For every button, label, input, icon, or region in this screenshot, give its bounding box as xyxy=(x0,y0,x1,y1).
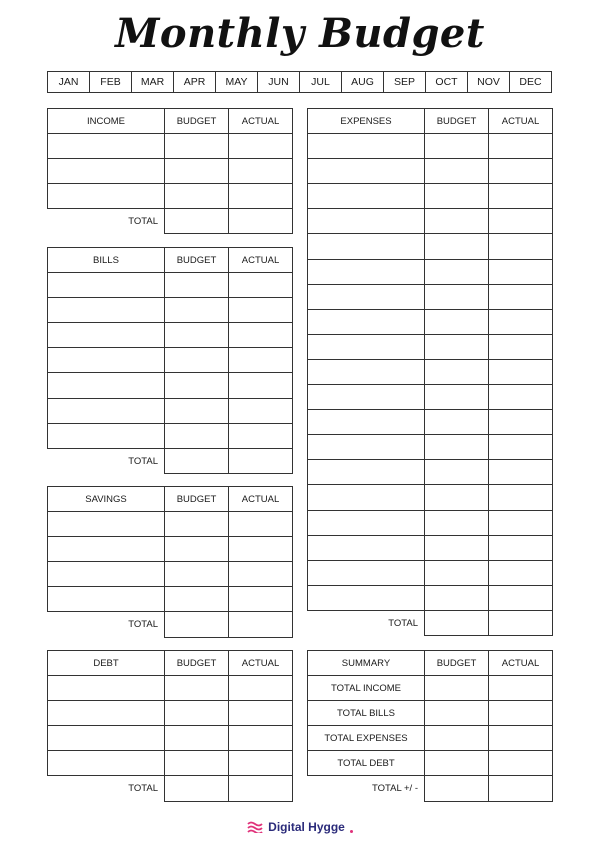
income-total-actual-cell[interactable] xyxy=(229,209,293,234)
expenses-item-cell[interactable] xyxy=(308,359,425,384)
debt-actual-header: ACTUAL xyxy=(229,651,293,676)
income-row xyxy=(48,159,293,184)
expenses-row xyxy=(308,435,553,460)
expenses-budget-cell[interactable] xyxy=(425,535,489,560)
bills-budget-cell[interactable] xyxy=(165,298,229,323)
bills-total-actual-cell[interactable] xyxy=(229,448,293,473)
debt-row xyxy=(48,726,293,751)
expenses-actual-cell[interactable] xyxy=(489,359,553,384)
brand-waves-icon xyxy=(247,821,263,833)
expenses-item-cell[interactable] xyxy=(308,585,425,610)
expenses-item-cell[interactable] xyxy=(308,159,425,184)
debt-header: DEBT xyxy=(48,651,165,676)
expenses-row xyxy=(308,209,553,234)
bills-row xyxy=(48,273,293,298)
income-table xyxy=(47,108,293,234)
debt-budget-cell[interactable] xyxy=(165,751,229,776)
expenses-actual-cell[interactable] xyxy=(489,460,553,485)
expenses-row xyxy=(308,385,553,410)
bills-budget-cell[interactable] xyxy=(165,398,229,423)
savings-budget-cell[interactable] xyxy=(165,587,229,612)
summary-row xyxy=(308,676,553,701)
debt-item-cell[interactable] xyxy=(48,676,165,701)
bills-actual-cell[interactable] xyxy=(229,348,293,373)
savings-actual-cell[interactable] xyxy=(229,562,293,587)
month-jan[interactable]: JAN xyxy=(58,76,79,88)
bills-item-cell[interactable] xyxy=(48,373,165,398)
expenses-row xyxy=(308,259,553,284)
expenses-budget-header: BUDGET xyxy=(425,109,489,134)
income-budget-cell[interactable] xyxy=(165,159,229,184)
debt-budget-cell[interactable] xyxy=(165,726,229,751)
debt-actual-cell[interactable] xyxy=(229,751,293,776)
debt-budget-header: BUDGET xyxy=(165,651,229,676)
debt-item-cell[interactable] xyxy=(48,701,165,726)
summary-row xyxy=(308,701,553,726)
bills-row xyxy=(48,373,293,398)
bills-item-cell[interactable] xyxy=(48,348,165,373)
debt-budget-cell[interactable] xyxy=(165,676,229,701)
expenses-actual-header: ACTUAL xyxy=(489,109,553,134)
expenses-table xyxy=(307,108,553,636)
month-nov[interactable]: NOV xyxy=(467,72,509,92)
summary-actual-cell[interactable] xyxy=(489,726,553,751)
expenses-budget-cell[interactable] xyxy=(425,259,489,284)
savings-actual-cell[interactable] xyxy=(229,587,293,612)
expenses-budget-cell[interactable] xyxy=(425,385,489,410)
expenses-actual-cell[interactable] xyxy=(489,510,553,535)
expenses-item-cell[interactable] xyxy=(308,385,425,410)
month-may[interactable]: MAY xyxy=(215,72,257,92)
expenses-item-cell[interactable] xyxy=(308,134,425,159)
month-dec[interactable]: DEC xyxy=(509,72,551,92)
expenses-row xyxy=(308,585,553,610)
expenses-row xyxy=(308,159,553,184)
income-actual-cell[interactable] xyxy=(229,159,293,184)
expenses-budget-cell[interactable] xyxy=(425,359,489,384)
summary-budget-cell[interactable] xyxy=(425,776,489,801)
income-header: INCOME xyxy=(48,109,165,134)
income-actual-header: ACTUAL xyxy=(229,109,293,134)
expenses-budget-cell[interactable] xyxy=(425,234,489,259)
savings-item-cell[interactable] xyxy=(48,537,165,562)
bills-actual-cell[interactable] xyxy=(229,298,293,323)
bills-budget-cell[interactable] xyxy=(165,323,229,348)
expenses-budget-cell[interactable] xyxy=(425,460,489,485)
debt-item-cell[interactable] xyxy=(48,751,165,776)
month-feb[interactable]: FEB xyxy=(89,72,131,92)
income-budget-cell[interactable] xyxy=(165,184,229,209)
expenses-row xyxy=(308,460,553,485)
summary-budget-cell[interactable] xyxy=(425,701,489,726)
bills-budget-cell[interactable] xyxy=(165,348,229,373)
bills-row xyxy=(48,398,293,423)
bills-item-cell[interactable] xyxy=(48,273,165,298)
expenses-actual-cell[interactable] xyxy=(489,234,553,259)
debt-budget-cell[interactable] xyxy=(165,701,229,726)
savings-row xyxy=(48,537,293,562)
expenses-row xyxy=(308,134,553,159)
expenses-item-cell[interactable] xyxy=(308,234,425,259)
expenses-row xyxy=(308,485,553,510)
income-actual-cell[interactable] xyxy=(229,134,293,159)
bills-total-budget-cell[interactable] xyxy=(165,448,229,473)
income-header-row xyxy=(48,109,293,134)
expenses-actual-cell[interactable] xyxy=(489,134,553,159)
month-jun[interactable]: JUN xyxy=(257,72,299,92)
expenses-actual-cell[interactable] xyxy=(489,184,553,209)
summary-table xyxy=(307,650,553,802)
summary-row-label: TOTAL +/ - xyxy=(371,783,418,795)
expenses-budget-cell[interactable] xyxy=(425,134,489,159)
savings-actual-header: ACTUAL xyxy=(229,487,293,512)
brand-dot xyxy=(350,830,353,833)
summary-actual-header: ACTUAL xyxy=(489,651,553,676)
expenses-budget-cell[interactable] xyxy=(425,159,489,184)
month-sep[interactable]: SEP xyxy=(383,72,425,92)
bills-budget-cell[interactable] xyxy=(165,273,229,298)
savings-budget-cell[interactable] xyxy=(165,562,229,587)
footer-brand xyxy=(0,820,600,834)
expenses-budget-cell[interactable] xyxy=(425,334,489,359)
expenses-budget-cell[interactable] xyxy=(425,560,489,585)
bills-item-cell[interactable] xyxy=(48,323,165,348)
expenses-actual-cell[interactable] xyxy=(489,309,553,334)
bills-actual-cell[interactable] xyxy=(229,373,293,398)
expenses-actual-cell[interactable] xyxy=(489,410,553,435)
debt-row xyxy=(48,676,293,701)
bills-total-label: TOTAL xyxy=(128,455,158,467)
expenses-actual-cell[interactable] xyxy=(489,209,553,234)
expenses-total-row xyxy=(308,610,553,635)
expenses-item-cell[interactable] xyxy=(308,560,425,585)
expenses-actual-cell[interactable] xyxy=(489,585,553,610)
expenses-item-cell[interactable] xyxy=(308,184,425,209)
summary-actual-cell[interactable] xyxy=(489,701,553,726)
savings-row xyxy=(48,512,293,537)
bills-budget-header: BUDGET xyxy=(165,248,229,273)
page-title: Monthly Budget xyxy=(115,10,485,57)
savings-table xyxy=(47,486,293,638)
expenses-budget-cell[interactable] xyxy=(425,510,489,535)
expenses-budget-cell[interactable] xyxy=(425,435,489,460)
month-aug[interactable]: AUG xyxy=(341,72,383,92)
savings-header: SAVINGS xyxy=(48,487,165,512)
expenses-item-cell[interactable] xyxy=(308,535,425,560)
income-item-cell[interactable] xyxy=(48,159,165,184)
bills-row xyxy=(48,323,293,348)
month-apr[interactable]: APR xyxy=(173,72,215,92)
expenses-item-cell[interactable] xyxy=(308,485,425,510)
debt-total-label: TOTAL xyxy=(128,783,158,795)
bills-actual-cell[interactable] xyxy=(229,273,293,298)
month-selector xyxy=(47,71,552,93)
expenses-item-cell[interactable] xyxy=(308,510,425,535)
debt-table xyxy=(47,650,293,802)
savings-total-label: TOTAL xyxy=(128,619,158,631)
income-row xyxy=(48,134,293,159)
summary-row-label: TOTAL DEBT xyxy=(308,751,425,776)
bills-actual-cell[interactable] xyxy=(229,323,293,348)
bills-budget-cell[interactable] xyxy=(165,423,229,448)
brand-name: Digital Hygge xyxy=(268,820,345,834)
bills-item-cell[interactable] xyxy=(48,423,165,448)
savings-header-row xyxy=(48,487,293,512)
debt-header-row xyxy=(48,651,293,676)
income-budget-cell[interactable] xyxy=(165,134,229,159)
bills-table xyxy=(47,247,293,474)
debt-total-actual-cell[interactable] xyxy=(229,776,293,801)
expenses-budget-cell[interactable] xyxy=(425,284,489,309)
income-actual-cell[interactable] xyxy=(229,184,293,209)
savings-row xyxy=(48,587,293,612)
debt-row xyxy=(48,751,293,776)
summary-actual-cell[interactable] xyxy=(489,776,553,801)
month-oct[interactable]: OCT xyxy=(425,72,467,92)
month-mar[interactable]: MAR xyxy=(131,72,173,92)
expenses-row xyxy=(308,535,553,560)
savings-total-row xyxy=(48,612,293,637)
expenses-total-budget-cell[interactable] xyxy=(425,610,489,635)
expenses-total-actual-cell[interactable] xyxy=(489,610,553,635)
savings-actual-cell[interactable] xyxy=(229,537,293,562)
expenses-total-label: TOTAL xyxy=(388,617,418,629)
income-item-cell[interactable] xyxy=(48,184,165,209)
expenses-row xyxy=(308,510,553,535)
debt-actual-cell[interactable] xyxy=(229,701,293,726)
bills-row xyxy=(48,348,293,373)
expenses-actual-cell[interactable] xyxy=(489,159,553,184)
expenses-actual-cell[interactable] xyxy=(489,535,553,560)
expenses-actual-cell[interactable] xyxy=(489,259,553,284)
debt-row xyxy=(48,701,293,726)
savings-row xyxy=(48,562,293,587)
expenses-actual-cell[interactable] xyxy=(489,334,553,359)
expenses-actual-cell[interactable] xyxy=(489,560,553,585)
expenses-row xyxy=(308,284,553,309)
expenses-actual-cell[interactable] xyxy=(489,385,553,410)
bills-row xyxy=(48,298,293,323)
debt-total-budget-cell[interactable] xyxy=(165,776,229,801)
summary-row-label: TOTAL BILLS xyxy=(308,701,425,726)
expenses-row xyxy=(308,560,553,585)
summary-budget-header: BUDGET xyxy=(425,651,489,676)
bills-actual-header: ACTUAL xyxy=(229,248,293,273)
expenses-item-cell[interactable] xyxy=(308,410,425,435)
income-row xyxy=(48,184,293,209)
bills-header-row xyxy=(48,248,293,273)
debt-actual-cell[interactable] xyxy=(229,726,293,751)
expenses-budget-cell[interactable] xyxy=(425,485,489,510)
expenses-item-cell[interactable] xyxy=(308,309,425,334)
summary-actual-cell[interactable] xyxy=(489,751,553,776)
summary-header: SUMMARY xyxy=(308,651,425,676)
savings-budget-header: BUDGET xyxy=(165,487,229,512)
savings-item-cell[interactable] xyxy=(48,562,165,587)
summary-row-label: TOTAL INCOME xyxy=(308,676,425,701)
summary-budget-cell[interactable] xyxy=(425,726,489,751)
savings-actual-cell[interactable] xyxy=(229,512,293,537)
debt-actual-cell[interactable] xyxy=(229,676,293,701)
expenses-row xyxy=(308,184,553,209)
expenses-budget-cell[interactable] xyxy=(425,309,489,334)
bills-actual-cell[interactable] xyxy=(229,398,293,423)
summary-row xyxy=(308,726,553,751)
summary-row xyxy=(308,751,553,776)
expenses-row xyxy=(308,334,553,359)
month-jul[interactable]: JUL xyxy=(299,72,341,92)
expenses-budget-cell[interactable] xyxy=(425,184,489,209)
summary-budget-cell[interactable] xyxy=(425,751,489,776)
expenses-item-cell[interactable] xyxy=(308,259,425,284)
expenses-header: EXPENSES xyxy=(308,109,425,134)
savings-budget-cell[interactable] xyxy=(165,512,229,537)
expenses-actual-cell[interactable] xyxy=(489,284,553,309)
summary-row-label: TOTAL EXPENSES xyxy=(308,726,425,751)
summary-actual-cell[interactable] xyxy=(489,676,553,701)
expenses-actual-cell[interactable] xyxy=(489,485,553,510)
expenses-budget-cell[interactable] xyxy=(425,585,489,610)
expenses-budget-cell[interactable] xyxy=(425,209,489,234)
savings-total-actual-cell[interactable] xyxy=(229,612,293,637)
expenses-row xyxy=(308,410,553,435)
savings-budget-cell[interactable] xyxy=(165,537,229,562)
savings-item-cell[interactable] xyxy=(48,512,165,537)
expenses-row xyxy=(308,359,553,384)
bills-item-cell[interactable] xyxy=(48,298,165,323)
expenses-item-cell[interactable] xyxy=(308,209,425,234)
income-item-cell[interactable] xyxy=(48,134,165,159)
expenses-item-cell[interactable] xyxy=(308,284,425,309)
income-total-budget-cell[interactable] xyxy=(165,209,229,234)
expenses-row xyxy=(308,309,553,334)
bills-budget-cell[interactable] xyxy=(165,373,229,398)
summary-header-row xyxy=(308,651,553,676)
savings-item-cell[interactable] xyxy=(48,587,165,612)
bills-item-cell[interactable] xyxy=(48,398,165,423)
expenses-header-row xyxy=(308,109,553,134)
summary-row xyxy=(308,776,553,801)
bills-total-row xyxy=(48,448,293,473)
summary-budget-cell[interactable] xyxy=(425,676,489,701)
expenses-budget-cell[interactable] xyxy=(425,410,489,435)
expenses-item-cell[interactable] xyxy=(308,460,425,485)
expenses-row xyxy=(308,234,553,259)
debt-item-cell[interactable] xyxy=(48,726,165,751)
bills-header: BILLS xyxy=(48,248,165,273)
income-total-row xyxy=(48,209,293,234)
income-budget-header: BUDGET xyxy=(165,109,229,134)
expenses-item-cell[interactable] xyxy=(308,334,425,359)
savings-total-budget-cell[interactable] xyxy=(165,612,229,637)
debt-total-row xyxy=(48,776,293,801)
bills-row xyxy=(48,423,293,448)
expenses-item-cell[interactable] xyxy=(308,435,425,460)
income-total-label: TOTAL xyxy=(128,216,158,228)
expenses-actual-cell[interactable] xyxy=(489,435,553,460)
bills-actual-cell[interactable] xyxy=(229,423,293,448)
